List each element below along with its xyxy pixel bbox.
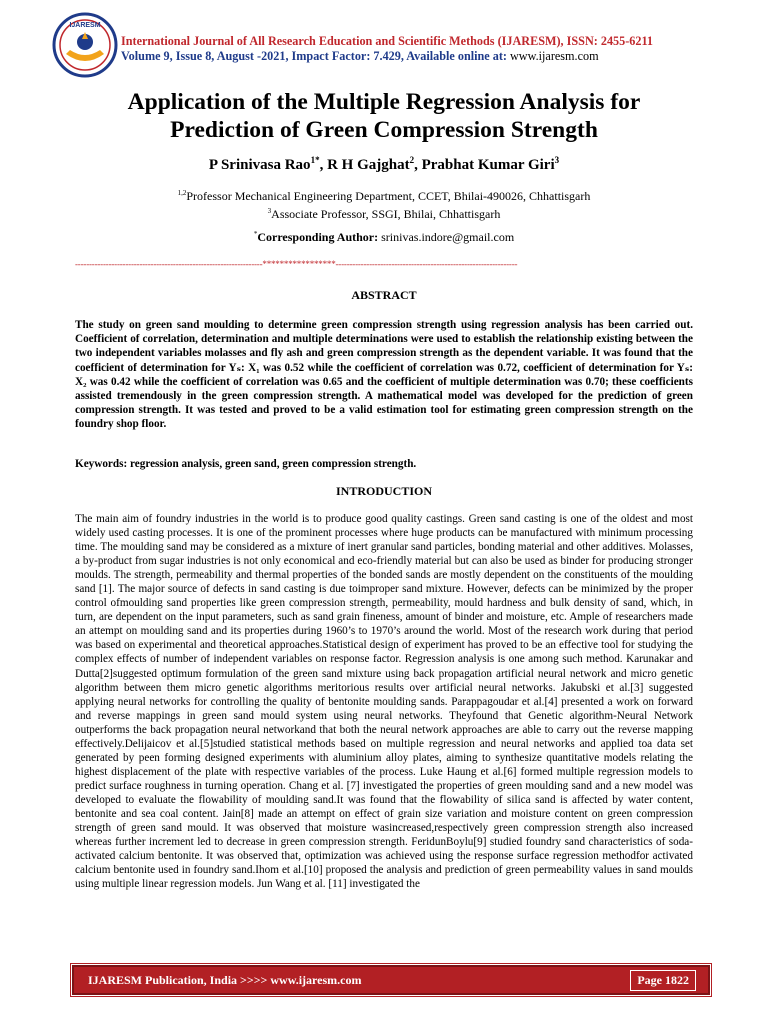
paper-title xyxy=(40,88,728,144)
corresponding-sup: * xyxy=(253,230,258,238)
paper-title-line1: Application of the Multiple Regression Analysis for xyxy=(127,89,641,115)
corresponding-email-link[interactable]: srinivas.indore@gmail.com xyxy=(381,230,515,244)
author-list: P Srinivasa Rao$^{1*}$, R H Gajghat$^2$, Prabhat Kumar Giri$^3$ xyxy=(208,155,560,173)
journal-issue-info: Volume 9, Issue 8, August -2021, Impact Factor: 7.429, Available online at: xyxy=(121,49,510,63)
author-2-sup: 2 xyxy=(409,155,415,165)
abstract-body: The study on green sand moulding to determine green compression strength using regression analysis has been carried out. Coefficient of correlation, determination and multiple determinations were used to establish the relationship existing between the two independent variables molasses and fly ash and green compression strength as the dependent variable. It was found that the coefficient of determination for Yₛ: X₁ was 0.52 while the coefficient of correlation was 0.72, coefficient of determination for Yₛ: X₂ was 0.42 while the coefficient of correlation was 0.65 and the coefficient of multiple determination was 0.70; these coefficients assisted tremendously in the green compression strength. A mathematical model was developed for the prediction of green compression strength. It was tested and proved to be a valid estimation tool for estimating green compression strength on the foundry shop floor. xyxy=(75,319,693,431)
author-3: Prabhat Kumar Giri xyxy=(421,157,555,173)
affiliation-1 xyxy=(40,186,728,204)
section-separator: -------------------------------------------------------------------*****************----------------------------------------------------------------- xyxy=(75,259,518,269)
introduction-body: The main aim of foundry industries in the world is to produce good quality castings. Green sand casting is one of the oldest and most widely used casting processes. It is one of the prominent processes where huge products can be manufactured with minimum processing time. The moulding sand may be considered as a mixture of inert granular sand particles, bonding material and other additives. Molasses, a by-product from sugar industries is not only economical and eco-friendly material but can also be used as binder for producing stronger moulds. The strength, permeability and thermal properties of the bonded sands are mostly dependent on the constituents of the moulding sand [1]. The major source of defects in sand casting is due toimproper sand mixture. However, defects can be minimized by the proper control ofmoulding sand properties like green compression strength, permeability, mould hardness and bulk density of sand, which, in turn, are dependent on the input parameters, such as sand grain fineness, amount of binder and moisture, etc. Ample of researchers made an attempt on moulding sand and its properties during 1960’s to 1970’s around the world. Most of the research work during that period was based on experimental and theoretical approaches.Statistical design of experiment has proved to be an effective tool for studying the complex effects of number of independent variables on response factor. Regression analysis is one among such method. Karunakar and Dutta[2]suggested optimum formulation of the green sand mixture using back propagation artificial neural network and micro genetic algorithm between them micro genetic algorithms meritorious results over artificial neural networks. Jakubski et al.[3] suggested applying neural networks for controlling the quality of bentonite moulding sands. Parappagoudar et al.[4] presented a work on forward and reverse mappings in green sand mould system using neural networks. Theyfound that Genetic algorithm-Neural Network outperforms the back propagation neural networkand that both the neural network approaches are able to carry out the reverse mapping effectively.Delijaicov et al.[5]studied statistical methods based on multiple regression and neural networks and applied toa data set generated by peen forming designed experiments with aluminium alloy plates, aiming to synthesize quantitative models relating the highest displacement of the plate with respective variables of the process. Luke Haung et al.[6] formed multiple regression models to predict surface roughness in turning operation. Chang et al. [7] investigated the properties of green moulding sand and a new model was developed to evaluate the flowability of moulding sand.It was found that the flowability of silica sand is affected by water content, bentonite and sea coal content. Jain[8] made an attempt on effect of grain size variation and moisture content on green compression strength of green sand mould. It was observed that moisture wasincreased,respectively green compression strength also increased whereas further increment led to decrease in green compression strength. FeridunBoylu[9] studied foundry sand characteristics of soda-activated calcium bentonite. It was observed that, optimization was achieved using the response surface regression methodfor activated calcium bentonite used in foundry sand.Ihom et al.[10] proposed the analysis and prediction of green permeability values in sand moulds using multiple linear regression models. Jun Wang et al. [11] investigated the xyxy=(75,513,693,891)
footer-publication-link[interactable]: IJARESM Publication, India >>>> www.ijaresm.com xyxy=(88,972,362,987)
author-3-sup: 3 xyxy=(554,155,560,165)
affiliation-2 xyxy=(40,204,728,222)
journal-header-line2 xyxy=(121,49,741,64)
journal-header xyxy=(121,34,741,64)
affiliation-2-sup: 3 xyxy=(267,207,272,215)
author-1-sup: 1* xyxy=(310,155,320,165)
page-footer xyxy=(72,965,710,995)
author-2: R H Gajghat xyxy=(327,157,410,173)
keywords: Keywords: regression analysis, green sand, green compression strength. xyxy=(75,458,417,470)
logo-text: IJARESM xyxy=(69,22,101,29)
affiliation-1-sup: 1,2 xyxy=(177,189,187,197)
journal-logo xyxy=(52,12,118,78)
affiliations xyxy=(40,186,728,222)
affiliation-2-text: Associate Professor, SSGI, Bhilai, Chhattisgarh xyxy=(271,207,501,221)
introduction-heading: INTRODUCTION xyxy=(335,484,432,498)
journal-url-link[interactable]: www.ijaresm.com xyxy=(510,49,599,63)
page-number: Page 1822 xyxy=(630,970,696,991)
journal-header-line1: International Journal of All Research Education and Scientific Methods (IJARESM), ISSN: 2455-6211 xyxy=(121,34,653,48)
paper-title-line2: Prediction of Green Compression Strength xyxy=(170,117,598,143)
corresponding-author xyxy=(40,230,728,245)
affiliation-1-text: Professor Mechanical Engineering Department, CCET, Bhilai-490026, Chhattisgarh xyxy=(186,189,591,203)
corresponding-label: Corresponding Author: xyxy=(257,230,379,244)
author-1: P Srinivasa Rao xyxy=(208,157,311,173)
abstract-heading: ABSTRACT xyxy=(351,288,417,302)
